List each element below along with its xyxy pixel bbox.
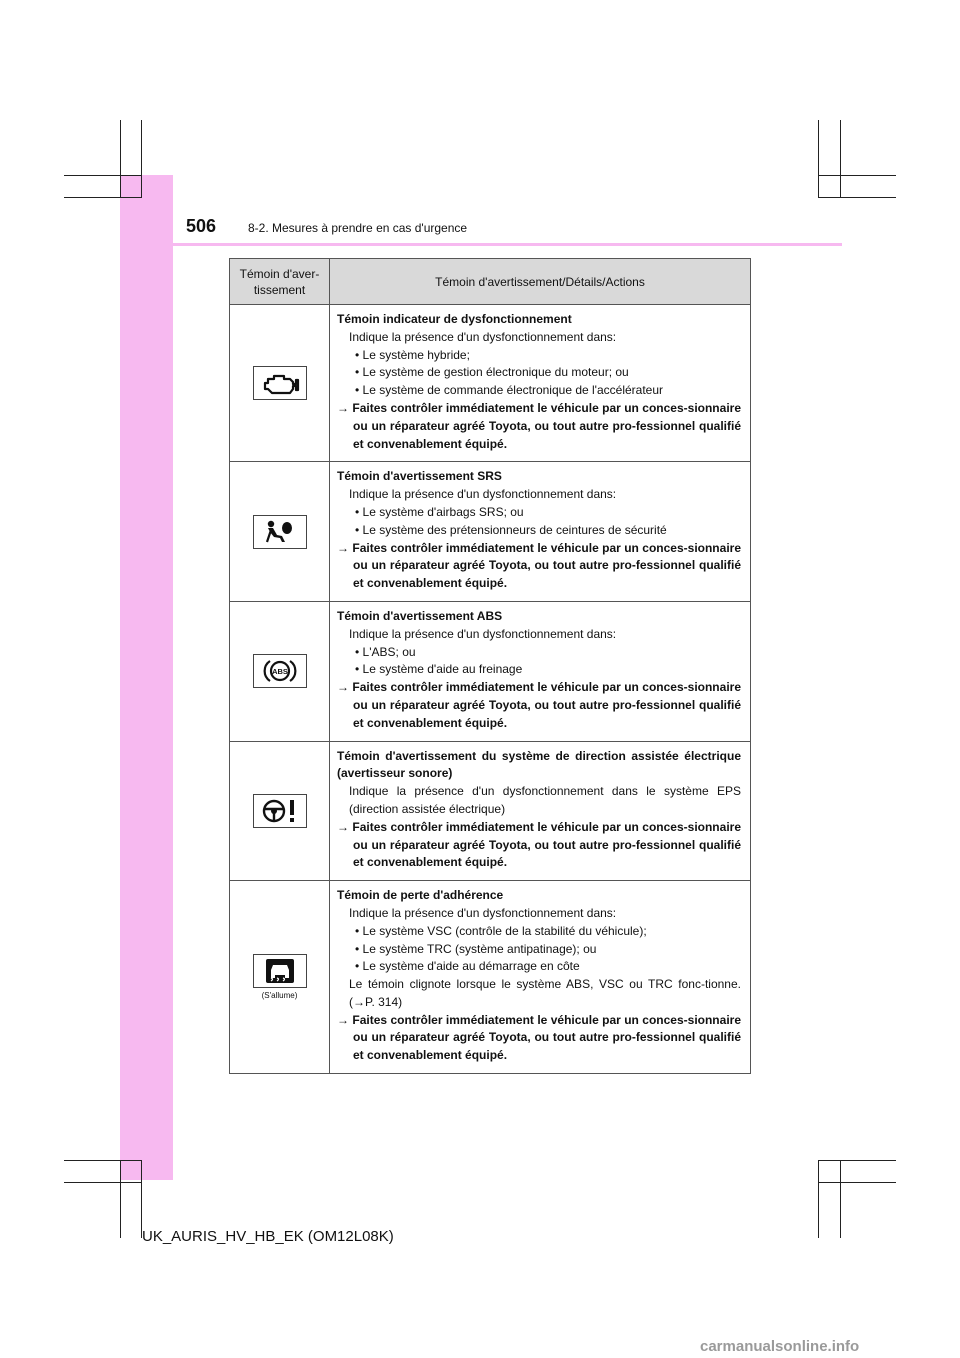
row-intro: Indique la présence d'un dysfonctionnement dans: — [349, 626, 617, 641]
row-title: Témoin de perte d'adhérence — [337, 888, 504, 903]
row-intro: Indique la présence d'un dysfonctionnement dans: — [349, 329, 617, 344]
crop-mark — [120, 120, 121, 198]
page-number: 506 — [186, 216, 217, 236]
crop-mark — [840, 1160, 841, 1238]
bullet-item: • Le système d'aide au freinage — [355, 662, 523, 677]
table-row — [230, 881, 751, 1074]
arrow-icon: → — [337, 680, 349, 695]
row-intro: Indique la présence d'un dysfonctionnement dans le système EPS (direction assistée électrique) — [349, 784, 741, 816]
section-title: 8-2. Mesures à prendre en cas d'urgence — [248, 221, 468, 235]
warning-light-table — [229, 258, 751, 1074]
crop-mark — [818, 1160, 819, 1238]
arrow-icon: → — [337, 1012, 349, 1027]
bullet-item: • Le système hybride; — [355, 347, 470, 362]
bullet-item: • Le système des prétensionneurs de ceintures de sécurité — [355, 522, 667, 537]
crop-mark — [141, 1160, 142, 1238]
description-cell — [330, 462, 751, 602]
bullet-item: • Le système VSC (contrôle de la stabilité du véhicule); — [355, 923, 647, 938]
row-title: Témoin d'avertissement du système de direction assistée électrique (avertisseur sonore) — [337, 748, 741, 781]
crop-mark — [818, 197, 896, 198]
row-title: Témoin indicateur de dysfonctionnement — [337, 312, 572, 326]
skid-icon — [253, 954, 307, 988]
document-code: UK_AURIS_HV_HB_EK (OM12L08K) — [142, 1228, 394, 1245]
action-text: → Faites contrôler immédiatement le véhicule par un conces-sionnaire ou un réparateur agréé Toyota, ou tout autre pro-fessionnel qualifié et convenablement équipé. — [337, 1012, 741, 1063]
header-rule — [120, 243, 842, 246]
crop-mark — [64, 175, 142, 176]
table-header-row — [230, 259, 751, 305]
icon-cell — [230, 462, 330, 602]
crop-mark — [818, 1160, 896, 1161]
table-row — [230, 462, 751, 602]
icon-caption: (S'allume) — [261, 991, 298, 1001]
icon-cell — [230, 601, 330, 741]
crop-mark — [64, 197, 142, 198]
crop-mark — [818, 175, 896, 176]
icon-cell — [230, 881, 330, 1074]
abs-icon-label: ABS — [271, 667, 288, 677]
header-icon-column: Témoin d'aver-tissement — [230, 259, 330, 305]
description-cell — [330, 601, 751, 741]
action-text: → Faites contrôler immédiatement le véhicule par un conces-sionnaire ou un réparateur agréé Toyota, ou tout autre pro-fessionnel qualifié et convenablement équipé. — [337, 540, 741, 591]
crop-mark — [120, 1160, 121, 1238]
crop-mark — [141, 120, 142, 198]
side-tab-band — [120, 175, 173, 1180]
description-cell — [330, 305, 751, 462]
engine-check-icon — [253, 366, 307, 400]
abs-icon — [253, 654, 307, 688]
row-note: Le témoin clignote lorsque le système ABS, VSC ou TRC fonc-tionne. (→P. 314) — [349, 977, 741, 1009]
description-cell — [330, 881, 751, 1074]
bullet-item: • L'ABS; ou — [355, 644, 416, 659]
row-intro: Indique la présence d'un dysfonctionnement dans: — [349, 905, 617, 920]
bullet-item: • Le système de commande électronique de l'accélérateur — [355, 383, 664, 398]
table-row — [230, 305, 751, 462]
steering-warning-icon — [253, 794, 307, 828]
table-row — [230, 601, 751, 741]
crop-mark — [840, 120, 841, 198]
bullet-item: • Le système d'airbags SRS; ou — [355, 504, 524, 519]
crop-mark — [64, 1160, 142, 1161]
watermark: carmanualsonline.info — [700, 1338, 860, 1355]
icon-cell — [230, 305, 330, 462]
bullet-item: • Le système d'aide au démarrage en côte — [355, 959, 580, 974]
icon-cell — [230, 741, 330, 881]
row-title: Témoin d'avertissement SRS — [337, 469, 502, 484]
description-cell — [330, 741, 751, 881]
bullet-item: • Le système de gestion électronique du moteur; ou — [355, 365, 629, 380]
arrow-icon: → — [337, 819, 349, 834]
arrow-icon: → — [337, 400, 349, 415]
header-details-column: Témoin d'avertissement/Détails/Actions — [330, 259, 751, 305]
action-text: → Faites contrôler immédiatement le véhicule par un conces-sionnaire ou un réparateur agréé Toyota, ou tout autre pro-fessionnel qualifié et convenablement équipé. — [337, 819, 741, 870]
bullet-item: • Le système TRC (système antipatinage); ou — [355, 941, 597, 956]
table-row — [230, 741, 751, 881]
action-text: → Faites contrôler immédiatement le véhicule par un conces-sionnaire ou un réparateur agréé Toyota, ou tout autre pro-fessionnel qualifié et convenablement équipé. — [337, 680, 741, 730]
crop-mark — [64, 1182, 142, 1183]
action-text: → Faites contrôler immédiatement le véhicule par un conces-sionnaire ou un réparateur agréé Toyota, ou tout autre pro-fessionnel qualifié et convenablement équipé. — [337, 400, 741, 451]
airbag-icon — [253, 515, 307, 549]
row-title: Témoin d'avertissement ABS — [337, 608, 503, 623]
crop-mark — [818, 120, 819, 198]
crop-mark — [818, 1182, 896, 1183]
row-intro: Indique la présence d'un dysfonctionnement dans: — [349, 487, 617, 502]
arrow-icon: → — [337, 540, 349, 555]
